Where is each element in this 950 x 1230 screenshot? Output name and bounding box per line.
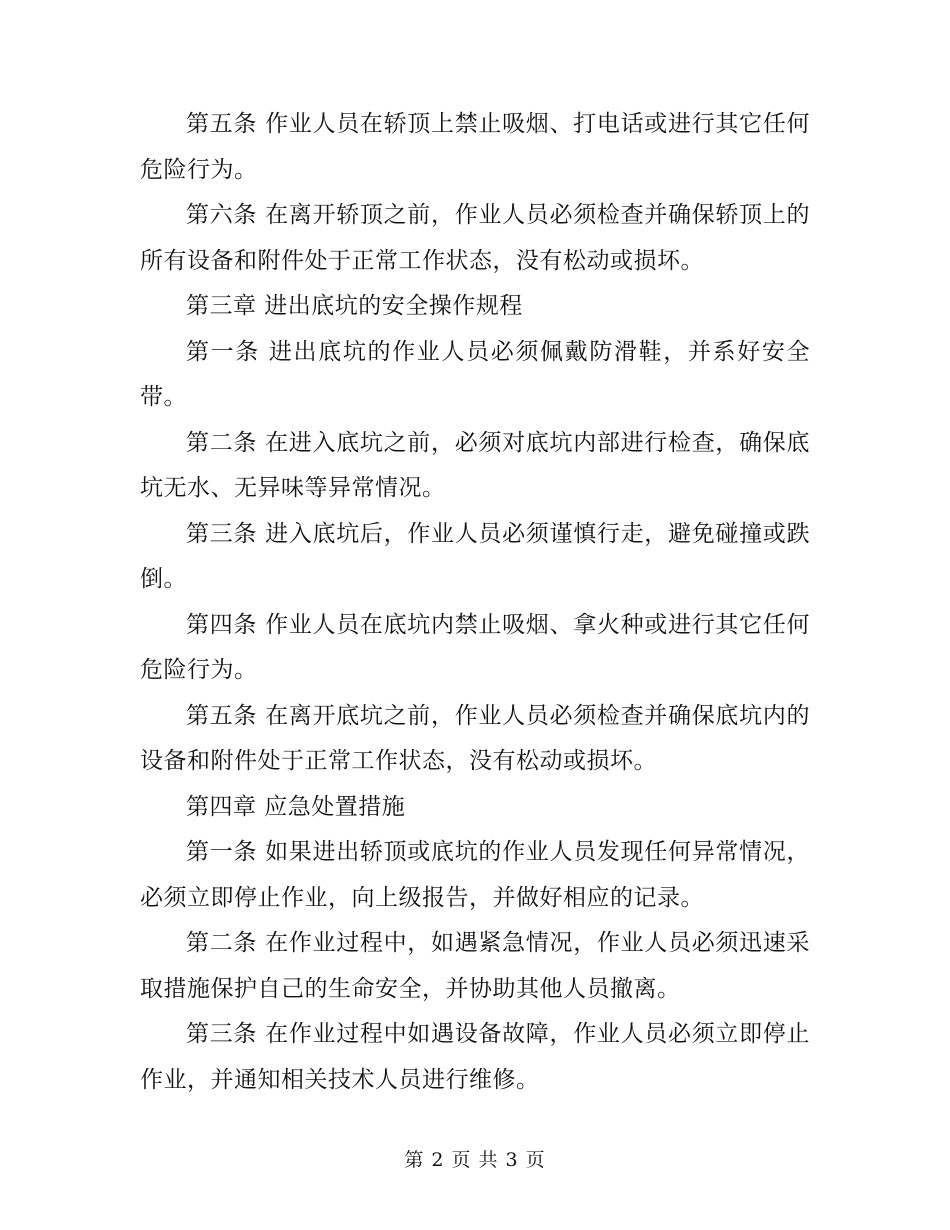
chapter-3-article-5: 第五条 在离开底坑之前，作业人员必须检查并确保底坑内的设备和附件处于正常工作状态，没有松动或损坏。 (140, 702, 810, 774)
chapter-3-heading: 第三章 进出底坑的安全操作规程 (186, 293, 523, 319)
chapter-4-article-3: 第三条 在作业过程中如遇设备故障，作业人员必须立即停止作业，并通知相关技术人员进行维修。 (140, 1021, 810, 1093)
chapter-3-article-3: 第三条 进入底坑后，作业人员必须谨慎行走，避免碰撞或跌倒。 (140, 520, 810, 592)
article-6-cab-roof: 第六条 在离开轿顶之前，作业人员必须检查并确保轿顶上的所有设备和附件处于正常工作状态，没有松动或损坏。 (140, 202, 810, 274)
chapter-4-heading: 第四章 应急处置措施 (186, 793, 406, 820)
document-body (140, 102, 810, 1103)
chapter-4-article-2: 第二条 在作业过程中，如遇紧急情况，作业人员必须迅速采取措施保护自己的生命安全，并协助其他人员撤离。 (140, 930, 810, 1002)
chapter-4-article-1: 第一条 如果进出轿顶或底坑的作业人员发现任何异常情况，必须立即停止作业，向上级报告，并做好相应的记录。 (140, 839, 810, 911)
chapter-3-article-4: 第四条 作业人员在底坑内禁止吸烟、拿火种或进行其它任何危险行为。 (140, 611, 810, 683)
chapter-3-article-2: 第二条 在进入底坑之前，必须对底坑内部进行检查，确保底坑无水、无异味等异常情况。 (140, 429, 810, 501)
page-number-footer: 第 2 页 共 3 页 (404, 1149, 546, 1171)
chapter-3-article-1: 第一条 进出底坑的作业人员必须佩戴防滑鞋，并系好安全带。 (140, 338, 810, 410)
article-5-cab-roof: 第五条 作业人员在轿顶上禁止吸烟、打电话或进行其它任何危险行为。 (140, 111, 810, 183)
